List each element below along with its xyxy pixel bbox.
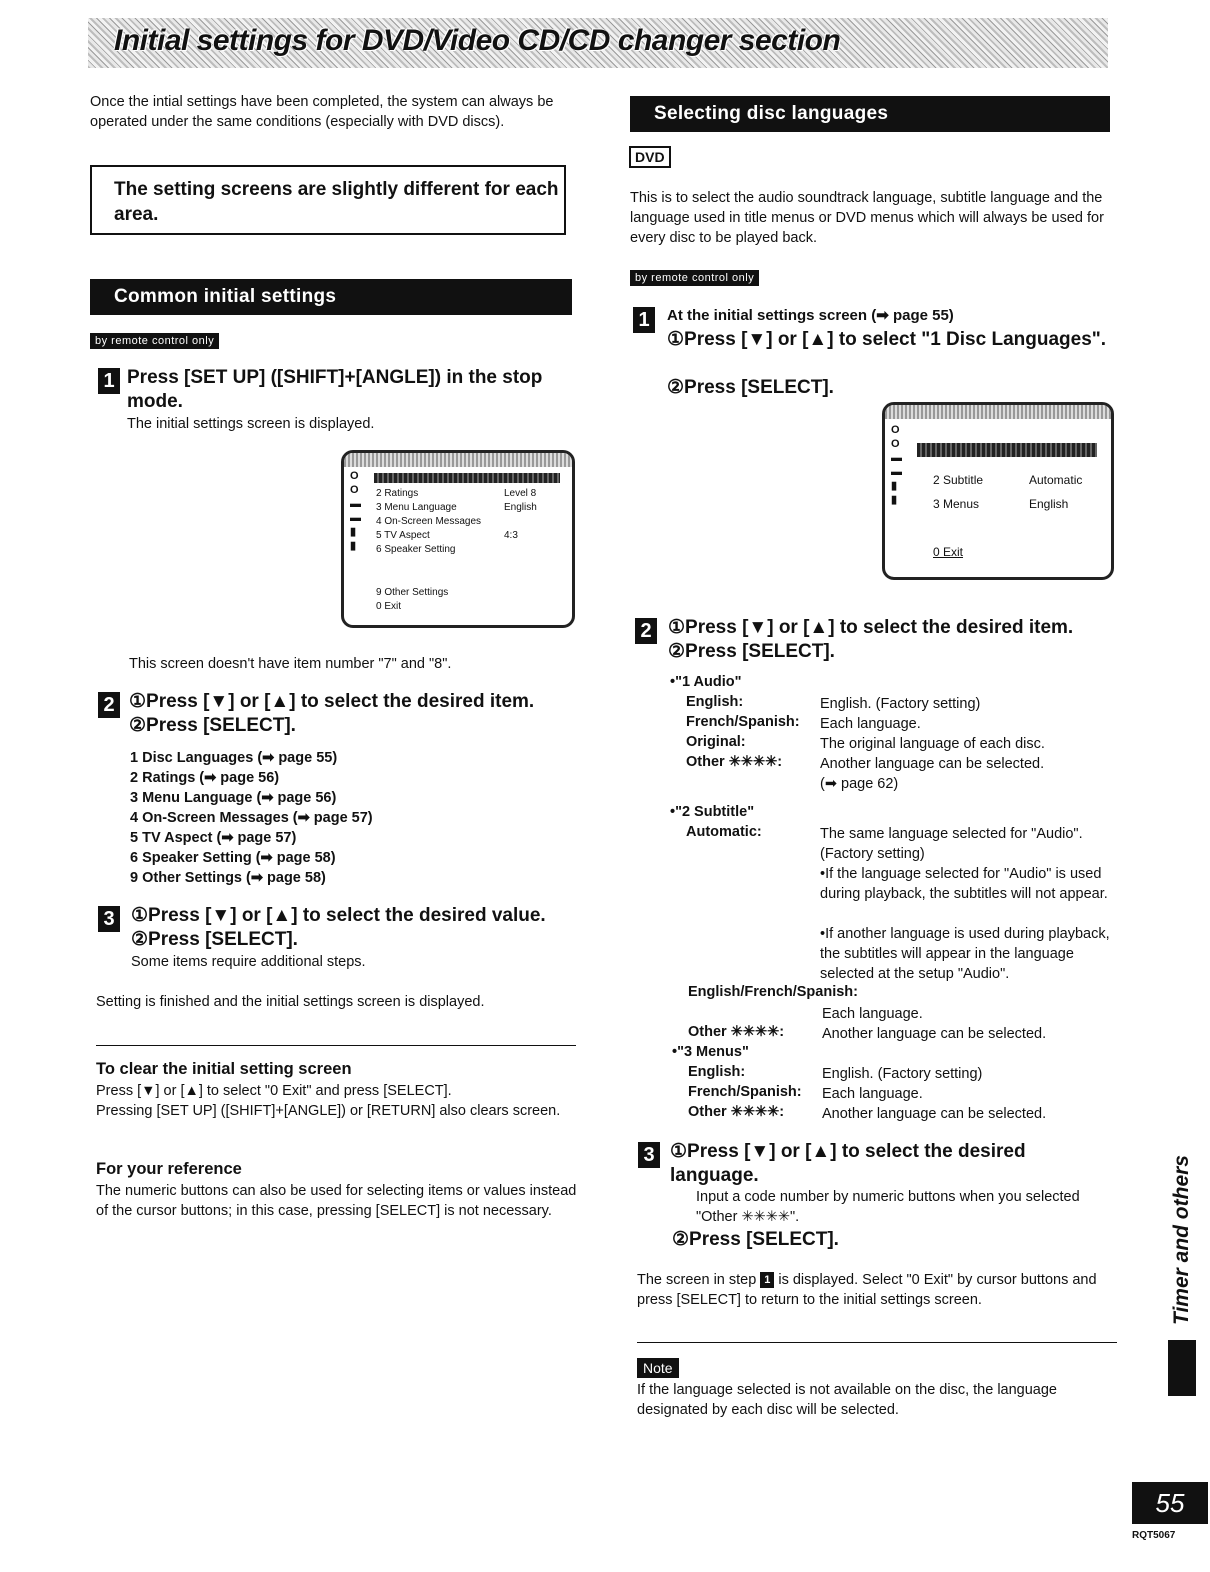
page-title-banner: [88, 18, 1108, 68]
remote-only-tag: by remote control only: [90, 333, 219, 349]
subtitle-value: (Factory setting): [820, 846, 925, 862]
screen-caption: This screen doesn't have item number "7" and "8".: [129, 656, 452, 672]
subtitle-key: Other ✳✳✳✳:: [688, 1024, 785, 1040]
list-item: 5 TV Aspect (➡ page 57): [130, 830, 297, 846]
list-item: 4 On-Screen Messages (➡ page 57): [130, 810, 373, 826]
audio-heading: •"1 Audio": [670, 674, 742, 690]
page-number: 55: [1132, 1482, 1208, 1524]
model-code: RQT5067: [1132, 1530, 1176, 1541]
screen-row-label: 3 Menu Language: [376, 502, 457, 513]
page-title: Initial settings for DVD/Video CD/CD changer section: [114, 24, 841, 57]
screen-row-label: 9 Other Settings: [376, 587, 449, 598]
step1-subtext: The initial settings screen is displayed.: [127, 416, 375, 432]
audio-key: English:: [686, 694, 744, 710]
screen-row-value: English: [504, 502, 537, 513]
step2-line1: ①Press [▼] or [▲] to select the desired item.: [129, 691, 535, 712]
r-step2-line1: ①Press [▼] or [▲] to select the desired item.: [668, 617, 1074, 638]
area-note-box: The setting screens are slightly different for each area.: [90, 165, 566, 235]
subtitle-value: Another language can be selected.: [822, 1026, 1047, 1042]
screen-row-label: 2 Subtitle: [933, 473, 984, 487]
return-instructions: [637, 1270, 1119, 1310]
subtitle-key: Automatic:: [686, 824, 762, 840]
clear-heading: To clear the initial setting screen: [96, 1060, 352, 1078]
subtitle-bullet: •If the language selected for "Audio" is used during playback, the subtitles will not appear.: [820, 866, 1108, 902]
r-step1-line2: ②Press [SELECT].: [667, 377, 834, 398]
r-step3-line1: ①Press [▼] or [▲] to select the desired language.: [670, 1141, 1026, 1186]
list-item: 2 Ratings (➡ page 56): [130, 770, 280, 786]
subtitle-value: Each language.: [822, 1006, 923, 1022]
menus-value: Each language.: [822, 1086, 923, 1102]
side-section-label: [1162, 1150, 1202, 1330]
screen-row-value: Level 8: [504, 488, 537, 499]
screen-row-label: 0 Exit: [376, 601, 402, 612]
audio-key: Other ✳✳✳✳:: [686, 754, 783, 770]
audio-page-ref: (➡ page 62): [820, 776, 899, 792]
screen-edge: [344, 453, 572, 467]
settings-item-list: [130, 748, 373, 888]
step2-line2: ②Press [SELECT].: [129, 715, 296, 736]
list-item: 9 Other Settings (➡ page 58): [130, 870, 326, 886]
audio-value: English. (Factory setting): [820, 696, 981, 712]
audio-value: Another language can be selected.: [820, 756, 1045, 772]
screen-highlight-row: [917, 443, 1097, 457]
reference-text: The numeric buttons can also be used for selecting items or values instead of the cursor buttons; in this case, pressing [SELECT] is not necessary.: [96, 1183, 577, 1219]
list-item: 3 Menu Language (➡ page 56): [130, 790, 337, 806]
subtitle-key: English/French/Spanish:: [688, 984, 858, 1000]
list-item: 1 Disc Languages (➡ page 55): [130, 750, 338, 766]
divider: [96, 1045, 576, 1046]
menus-value: Another language can be selected.: [822, 1106, 1047, 1122]
screen-row-value: 4:3: [504, 530, 518, 541]
screen-row-value: Automatic: [1029, 473, 1083, 487]
menus-key: English:: [688, 1064, 746, 1080]
screen-row-label: 4 On-Screen Messages: [376, 516, 482, 527]
step-number: 1: [98, 368, 120, 394]
r-step1-line1: ①Press [▼] or [▲] to select "1 Disc Languages".: [667, 329, 1107, 350]
screen-row-label: 3 Menus: [933, 497, 980, 511]
intro-text: Once the intial settings have been completed, the system can always be operated under the same conditions (especially with DVD discs).: [90, 94, 554, 130]
r-step3-subtext: Input a code number by numeric buttons when you selected "Other ✳✳✳✳".: [696, 1189, 1080, 1225]
audio-value: The original language of each disc.: [820, 736, 1045, 752]
disc-languages-screen: [882, 402, 1114, 580]
initial-settings-screen: [341, 450, 575, 628]
subtitle-heading: •"2 Subtitle": [670, 804, 755, 820]
audio-key: French/Spanish:: [686, 714, 800, 730]
r-step2-line2: ②Press [SELECT].: [668, 641, 835, 662]
menus-heading: •"3 Menus": [672, 1044, 749, 1060]
screen-row-label: 2 Ratings: [376, 488, 419, 499]
note-tag: Note: [637, 1358, 679, 1378]
menus-key: Other ✳✳✳✳:: [688, 1104, 785, 1120]
step-ref-icon: 1: [760, 1272, 774, 1288]
clear-text-1: Press [▼] or [▲] to select "0 Exit" and press [SELECT].: [96, 1083, 452, 1099]
audio-value: Each language.: [820, 716, 921, 732]
finished-text: Setting is finished and the initial settings screen is displayed.: [96, 994, 485, 1010]
step3-line1: ①Press [▼] or [▲] to select the desired value.: [131, 905, 546, 926]
note-text: If the language selected is not available on the disc, the language designated by each disc will be selected.: [637, 1382, 1057, 1418]
subtitle-bullet: •If another language is used during playback, the subtitles will appear in the language selected at the setup "Audio".: [820, 926, 1110, 982]
reference-heading: For your reference: [96, 1160, 242, 1178]
return-text-b: is displayed. Select "0 Exit" by cursor buttons and press [SELECT] to return to the initial settings screen.: [637, 1272, 1097, 1308]
subtitle-value: The same language selected for "Audio".: [820, 826, 1083, 842]
step-number: 2: [635, 618, 657, 644]
step3-subtext: Some items require additional steps.: [131, 954, 366, 970]
screen-edge: [885, 405, 1111, 419]
step1-heading: Press [SET UP] ([SHIFT]+[ANGLE]) in the stop mode.: [127, 367, 543, 412]
clear-text-2: Pressing [SET UP] ([SHIFT]+[ANGLE]) or [RETURN] also clears screen.: [96, 1103, 561, 1119]
return-text-a: The screen in step: [637, 1272, 757, 1288]
audio-key: Original:: [686, 734, 746, 750]
r-step3-line2: ②Press [SELECT].: [672, 1229, 839, 1250]
side-tab-block: [1168, 1340, 1196, 1396]
menus-value: English. (Factory setting): [822, 1066, 983, 1082]
list-item: 6 Speaker Setting (➡ page 58): [130, 850, 336, 866]
screen-side-icons: O O ▬ ▬ ▮ ▮: [350, 470, 361, 552]
divider: [637, 1342, 1117, 1343]
remote-only-tag: by remote control only: [630, 270, 759, 286]
menus-key: French/Spanish:: [688, 1084, 802, 1100]
screen-row-value: English: [1029, 497, 1069, 511]
screen-highlight-row: [374, 473, 560, 483]
step-number: 3: [638, 1142, 660, 1168]
screen-row-label: 5 TV Aspect: [376, 530, 430, 541]
step-number: 2: [98, 692, 120, 718]
screen-side-icons: O O ▬ ▬ ▮ ▮: [891, 424, 902, 506]
side-label-text: Timer and others: [1170, 1155, 1193, 1325]
disc-language-description: This is to select the audio soundtrack language, subtitle language and the language used in title menus or DVD menus which will always be used for every disc to be played back.: [630, 190, 1104, 246]
step-number: 3: [98, 906, 120, 932]
section-title-disc-languages: Selecting disc languages: [630, 96, 1110, 132]
dvd-badge: DVD: [629, 146, 671, 168]
r-step1-line0: At the initial settings screen (➡ page 55): [667, 307, 954, 324]
step3-line2: ②Press [SELECT].: [131, 929, 298, 950]
step-number: 1: [633, 307, 655, 333]
section-title-common: Common initial settings: [90, 279, 572, 315]
screen-row-label: 6 Speaker Setting: [376, 544, 456, 555]
screen-row-label: 0 Exit: [933, 545, 964, 559]
